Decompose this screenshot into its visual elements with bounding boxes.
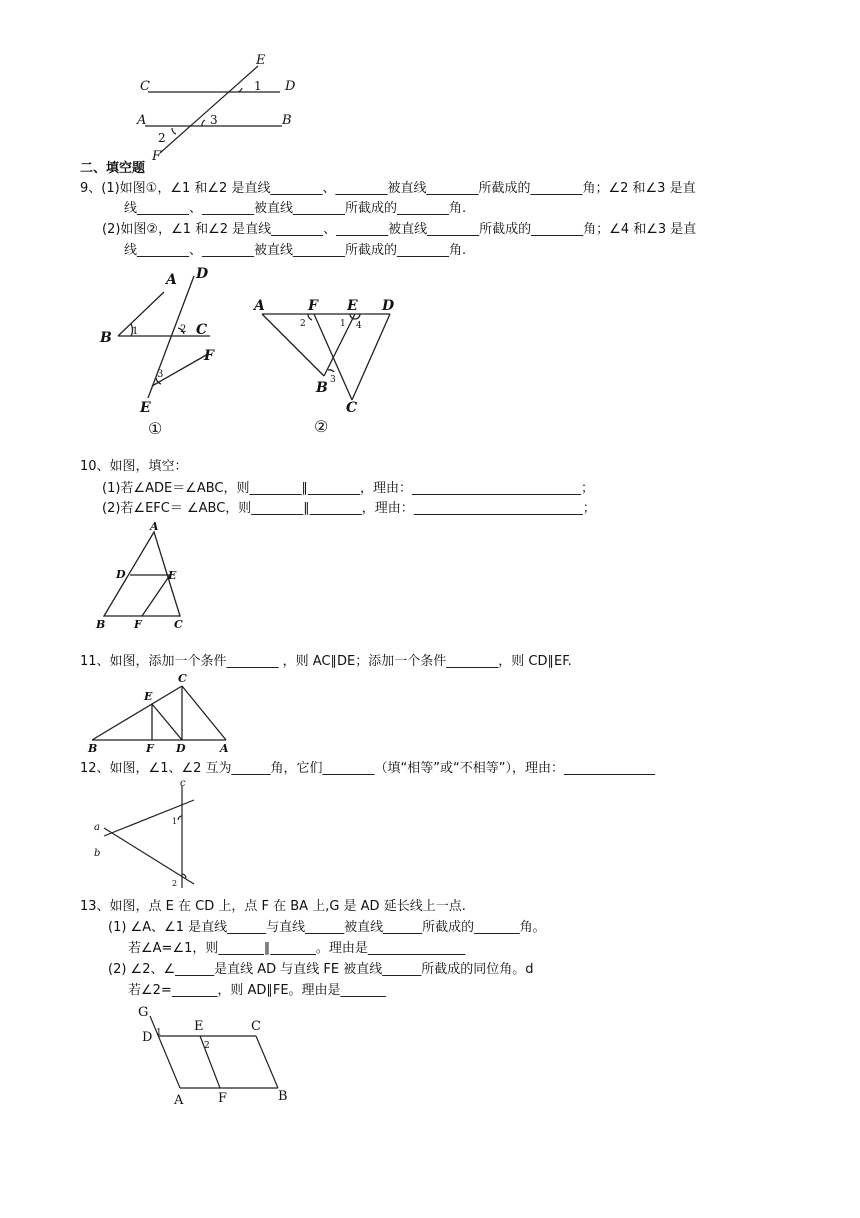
figure-q13 [130,1002,300,1107]
q12-line1: 12、如图，∠1、∠2 互为______角，它们________（填“相等”或“不相等”），理由：______________ [80,761,655,776]
angle-1: 1 [340,319,346,329]
angle-1: 1 [132,326,139,337]
label-A: A [150,520,159,533]
angle-2: 2 [180,324,187,335]
label-b: b [94,848,101,859]
label-c: c [180,778,186,789]
label-E: E [140,400,151,416]
angle-2: 2 [300,319,306,329]
label-D: D [176,742,186,755]
label-F: F [308,298,318,314]
label-C: C [251,1019,261,1034]
angle-3: 3 [210,113,218,127]
label-a: a [94,822,100,833]
figure-mark-1: ① [148,419,163,438]
q9-line1: 9、(1)如图①，∠1 和∠2 是直线________、________被直线________所截成的________角；∠2 和∠3 是直 [80,181,696,196]
q13-line3: 若∠A=∠1，则_______∥_______。理由是_______________ [128,941,466,956]
label-E: E [347,298,358,314]
angle-2: 2 [204,1041,210,1051]
q10-line1: 10、如图，填空： [80,459,188,474]
label-A: A [166,272,177,288]
label-E: E [194,1019,204,1034]
label-B: B [316,380,328,396]
label-B: B [88,742,98,755]
label-F: F [204,348,214,364]
section-title: 二、填空题 [80,161,146,176]
label-D: D [285,79,296,94]
label-E: E [168,569,177,582]
figure-q10 [92,520,202,640]
figure-q9-2 [250,290,410,440]
label-A: A [220,742,229,755]
label-B: B [282,113,292,128]
label-F: F [152,149,162,164]
label-A: A [137,113,147,128]
label-E: E [256,53,266,68]
label-D: D [382,298,395,314]
angle-2: 2 [172,879,178,888]
q13-line2: (1) ∠A、∠1 是直线______与直线______被直线______所截成的_______角。 [108,920,546,935]
angle-1: 1 [254,79,262,93]
label-E: E [144,690,153,703]
q13-line5: 若∠2=_______，则 AD∥FE。理由是_______ [128,983,387,998]
label-G: G [138,1005,149,1020]
q11-line1: 11、如图，添加一个条件________ ，则 AC∥DE；添加一个条件________，则 CD∥EF. [80,654,572,669]
label-C: C [174,618,183,631]
label-C: C [178,672,187,685]
figure-q11 [86,670,236,755]
q9-line2: 线________、________被直线________所截成的________角. [124,201,467,216]
q13-line1: 13、如图，点 E 在 CD 上，点 F 在 BA 上,G 是 AD 延长线上一点. [80,899,466,914]
label-B: B [96,618,106,631]
figure-q12 [90,778,210,893]
label-B: B [278,1089,288,1104]
angle-3: 3 [330,375,336,385]
label-D: D [196,266,209,282]
label-A: A [174,1093,184,1107]
angle-1: 1 [156,1028,162,1038]
q9-line4: 线________、________被直线________所截成的________角. [124,243,467,258]
label-D: D [142,1030,153,1045]
label-F: F [218,1091,228,1106]
q10-line3: (2)若∠EFC＝ ∠ABC，则________∥________，理由：__________________________； [102,501,596,516]
label-C: C [196,322,208,338]
label-B: B [100,330,112,346]
figure-q8 [130,48,310,168]
angle-3: 3 [157,369,164,380]
label-C: C [346,400,358,416]
q13-line4: (2) ∠2、∠______是直线 AD 与直线 FE 被直线______所截成的同位角。d [108,962,534,977]
angle-2: 2 [158,131,166,145]
figure-q9-1 [96,262,236,442]
label-F: F [146,742,154,755]
label-F: F [134,618,142,631]
label-C: C [140,79,150,94]
label-A: A [254,298,265,314]
figure-mark-2: ② [314,417,329,436]
q9-line3: (2)如图②，∠1 和∠2 是直线________、________被直线________所截成的________角；∠4 和∠3 是直 [102,222,697,237]
label-D: D [116,568,126,581]
angle-1: 1 [172,817,178,826]
angle-4: 4 [356,321,362,331]
q10-line2: (1)若∠ADE＝∠ABC，则________∥________，理由：__________________________； [102,481,595,496]
